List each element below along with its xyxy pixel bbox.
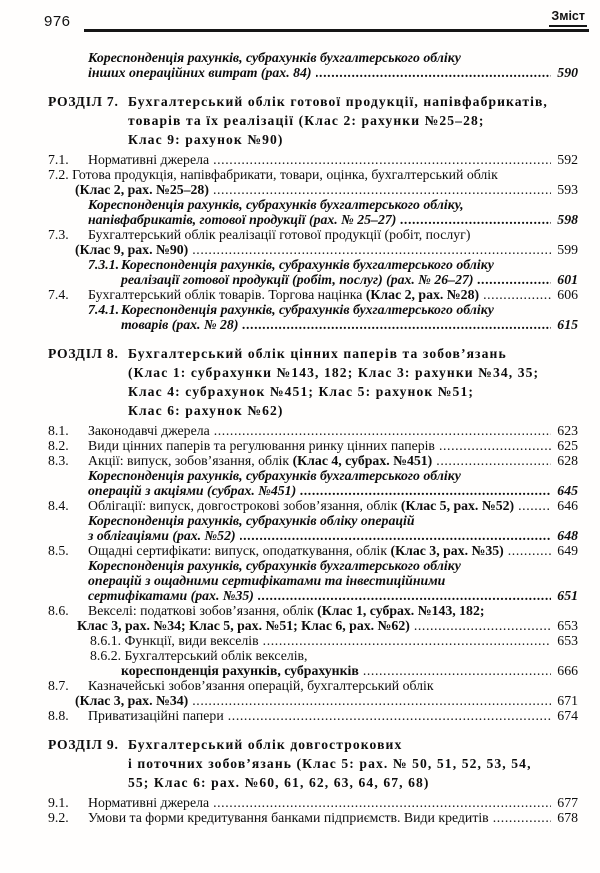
page-number-ref: 601 bbox=[557, 272, 578, 287]
entry-number: 9.1. bbox=[48, 795, 69, 810]
page-number-ref: 678 bbox=[557, 810, 578, 825]
toc-row bbox=[48, 773, 578, 792]
text-segment: напівфабрикатів, готової продукції (рах. № 25–27) bbox=[88, 212, 397, 227]
toc-row bbox=[48, 50, 578, 65]
toc-row bbox=[48, 735, 578, 754]
text-segment: Клас 9: рахунок №90) bbox=[128, 132, 284, 147]
toc-row bbox=[48, 212, 578, 227]
dot-leader bbox=[518, 498, 551, 513]
toc-entry-corr-other-expenses bbox=[48, 50, 578, 80]
toc-entry-8-2 bbox=[48, 438, 578, 453]
toc-row bbox=[48, 302, 578, 317]
page-number-ref: 653 bbox=[557, 618, 578, 633]
toc-row bbox=[48, 182, 578, 197]
toc-entry-8-5 bbox=[48, 543, 578, 558]
toc-row bbox=[48, 257, 578, 272]
entry-title bbox=[88, 543, 504, 558]
toc-row bbox=[48, 468, 578, 483]
toc-row bbox=[48, 167, 578, 182]
entry-title bbox=[88, 438, 435, 453]
entry-title bbox=[88, 483, 296, 498]
text-segment: (Клас 3, рах. №35) bbox=[390, 543, 504, 558]
page-number-ref: 674 bbox=[557, 708, 578, 723]
page-number-ref: 651 bbox=[557, 588, 578, 603]
entry-number: 7.1. bbox=[48, 152, 69, 167]
dot-leader bbox=[414, 618, 551, 633]
entry-number: 9.2. bbox=[48, 810, 69, 825]
toc-row bbox=[48, 678, 578, 693]
text-segment: Кореспонденція рахунків, субрахунків бухгалтерського обліку bbox=[88, 468, 461, 483]
entry-number: РОЗДІЛ 7. bbox=[48, 94, 119, 109]
toc-row bbox=[48, 754, 578, 773]
page-number-ref: 592 bbox=[557, 152, 578, 167]
dot-leader bbox=[300, 483, 551, 498]
text-segment: Бухгалтерський облік цінних паперів та зобов’язань bbox=[128, 346, 507, 361]
entry-title bbox=[128, 382, 474, 401]
toc-entry-8-7 bbox=[48, 678, 578, 708]
entry-title bbox=[88, 795, 209, 810]
entry-title bbox=[88, 212, 396, 227]
page-number-ref: 625 bbox=[557, 438, 578, 453]
dot-leader bbox=[477, 272, 551, 287]
dot-leader bbox=[213, 182, 551, 197]
entry-title bbox=[88, 152, 209, 167]
toc-row bbox=[48, 344, 578, 363]
text-segment: Кореспонденція рахунків, субрахунків бухгалтерського обліку bbox=[88, 50, 461, 65]
toc bbox=[0, 44, 600, 825]
dot-leader bbox=[214, 423, 551, 438]
page-number-ref: 590 bbox=[557, 65, 578, 80]
entry-title bbox=[128, 754, 532, 773]
page-number-ref: 599 bbox=[557, 242, 578, 257]
text-segment: з облігаціями (рах. №52) bbox=[88, 528, 236, 543]
dot-leader bbox=[192, 242, 551, 257]
entry-title bbox=[75, 693, 188, 708]
text-segment: Види цінних паперів та регулювання ринку цінних паперів bbox=[88, 438, 435, 453]
text-segment: операцій з акціями (субрах. №451) bbox=[88, 483, 297, 498]
dot-leader bbox=[213, 795, 551, 810]
text-segment: товарів та їх реалізації (Клас 2: рахунки №25–28; bbox=[128, 113, 485, 128]
toc-entry-8-1 bbox=[48, 423, 578, 438]
entry-title bbox=[128, 344, 507, 363]
text-segment: 7.2. Готова продукція, напівфабрикати, товари, оцінка, бухгалтерський облік bbox=[48, 167, 498, 182]
text-segment: 8.6.1. Функції, види векселів bbox=[90, 633, 259, 648]
entry-title bbox=[128, 92, 548, 111]
dot-leader bbox=[439, 438, 551, 453]
text-segment: Бухгалтерський облік товарів. Торгова націнка bbox=[88, 287, 366, 302]
page-number-ref: 623 bbox=[557, 423, 578, 438]
toc-entry-corr-bonds bbox=[48, 513, 578, 543]
text-segment: 55; Клас 6: рах. №60, 61, 62, 63, 64, 67, 68) bbox=[128, 775, 430, 790]
toc-entry-8-3 bbox=[48, 453, 578, 468]
text-segment: (Клас 4, субрах. №451) bbox=[292, 453, 433, 468]
text-segment: реалізації готової продукції (робіт, послуг) (рах. № 26–27) bbox=[121, 272, 474, 287]
text-segment: Кореспонденція рахунків, субрахунків бухгалтерського обліку, bbox=[88, 197, 464, 212]
dot-leader bbox=[508, 543, 551, 558]
dot-leader bbox=[363, 663, 551, 678]
toc-row bbox=[48, 242, 578, 257]
dot-leader bbox=[493, 810, 551, 825]
toc-row bbox=[48, 528, 578, 543]
toc-row bbox=[48, 130, 578, 149]
entry-title bbox=[90, 633, 259, 648]
entry-title bbox=[88, 678, 434, 693]
text-segment: Акції: випуск, зобов’язання, облік bbox=[88, 453, 293, 468]
text-segment: Кореспонденція рахунків, субрахунків бухгалтерського обліку bbox=[121, 257, 494, 272]
toc-row bbox=[48, 453, 578, 468]
text-segment: (Клас 9, рах. №90) bbox=[75, 242, 189, 257]
toc-entry-8-8 bbox=[48, 708, 578, 723]
text-segment: Казначейські зобов’язання операцій, бухгалтерський облік bbox=[88, 678, 434, 693]
text-segment: Кореспонденція рахунків, субрахунків бухгалтерського обліку bbox=[88, 558, 461, 573]
toc-row bbox=[48, 363, 578, 382]
entry-number: 8.3. bbox=[48, 453, 69, 468]
text-segment: інших операційних витрат (рах. 84) bbox=[88, 65, 312, 80]
dot-leader bbox=[483, 287, 551, 302]
entry-title bbox=[128, 735, 402, 754]
entry-title bbox=[88, 528, 236, 543]
text-segment: Клас 3, рах. №34; Клас 5, рах. №51; Клас 6, рах. №62) bbox=[77, 618, 410, 633]
text-segment: Кореспонденція рахунків, субрахунків бухгалтерського обліку bbox=[121, 302, 494, 317]
entry-title bbox=[48, 167, 498, 182]
entry-title bbox=[128, 111, 485, 130]
toc-row bbox=[48, 272, 578, 287]
toc-row bbox=[48, 438, 578, 453]
page-number-ref: 677 bbox=[557, 795, 578, 810]
text-segment: Бухгалтерський облік довгострокових bbox=[128, 737, 403, 752]
entry-title bbox=[88, 468, 461, 483]
text-segment: Ощадні сертифікати: випуск, оподаткування, облік bbox=[88, 543, 391, 558]
toc-row bbox=[48, 423, 578, 438]
header-title: Зміст bbox=[549, 9, 587, 27]
entry-number: 7.3.1. bbox=[88, 257, 120, 272]
toc-row bbox=[48, 111, 578, 130]
text-segment: операцій з ощадними сертифікатами та інвестиційними bbox=[88, 573, 446, 588]
text-segment: Приватизаційні папери bbox=[88, 708, 224, 723]
dot-leader bbox=[258, 588, 551, 603]
text-segment: (Клас 2, рах. №28) bbox=[365, 287, 480, 302]
entry-number: РОЗДІЛ 8. bbox=[48, 346, 119, 361]
entry-title bbox=[88, 558, 461, 573]
text-segment: (Клас 5, рах. №52) bbox=[400, 498, 515, 513]
toc-row bbox=[48, 227, 578, 242]
text-segment: Кореспонденція рахунків, субрахунків обліку операцій bbox=[88, 513, 415, 528]
toc-row bbox=[48, 513, 578, 528]
text-segment: (Клас 1, субрах. №143, 182; bbox=[317, 603, 485, 618]
entry-number: 8.8. bbox=[48, 708, 69, 723]
text-segment: сертифікатами (рах. №35) bbox=[88, 588, 254, 603]
toc-entry-8-6-1 bbox=[48, 633, 578, 648]
toc-entry-corr-semifinished bbox=[48, 197, 578, 227]
entry-title bbox=[88, 708, 224, 723]
toc-row bbox=[48, 92, 578, 111]
entry-title bbox=[88, 498, 514, 513]
page-number-ref: 671 bbox=[557, 693, 578, 708]
dot-leader bbox=[240, 528, 551, 543]
text-segment: Умови та форми кредитування банками підприємств. Види кредитів bbox=[88, 810, 489, 825]
toc-entry-7-3-1 bbox=[48, 257, 578, 287]
entry-number: 8.6. bbox=[48, 603, 69, 618]
dot-leader bbox=[192, 693, 551, 708]
page-number-ref: 645 bbox=[557, 483, 578, 498]
entry-title bbox=[77, 618, 410, 633]
entry-title bbox=[128, 773, 430, 792]
toc-entry-7-4-1 bbox=[48, 302, 578, 332]
entry-title bbox=[75, 242, 188, 257]
header-rule bbox=[84, 29, 589, 32]
toc-entry-8-6 bbox=[48, 603, 578, 633]
text-segment: 8.6.2. Бухгалтерський облік векселів, bbox=[90, 648, 308, 663]
toc-entry-7-3 bbox=[48, 227, 578, 257]
toc-entry-9-2 bbox=[48, 810, 578, 825]
page-number-ref: 666 bbox=[557, 663, 578, 678]
entry-title bbox=[88, 423, 210, 438]
entry-number: 8.5. bbox=[48, 543, 69, 558]
text-segment: Клас 4: субрахунок №451; Клас 5: рахунок №51; bbox=[128, 384, 474, 399]
dot-leader bbox=[263, 633, 551, 648]
entry-title bbox=[88, 287, 479, 302]
toc-entry-corr-certificates bbox=[48, 558, 578, 603]
entry-number: 7.3. bbox=[48, 227, 69, 242]
entry-title bbox=[88, 810, 489, 825]
toc-row bbox=[48, 558, 578, 573]
dot-leader bbox=[213, 152, 551, 167]
text-segment: Бухгалтерський облік реалізації готової продукції (робіт, послуг) bbox=[88, 227, 471, 242]
entry-number: 8.4. bbox=[48, 498, 69, 513]
dot-leader bbox=[316, 65, 552, 80]
toc-chapter-7 bbox=[48, 92, 578, 149]
entry-title bbox=[88, 197, 464, 212]
entry-title bbox=[121, 317, 238, 332]
page-number-ref: 648 bbox=[557, 528, 578, 543]
entry-title bbox=[88, 50, 461, 65]
toc-entry-7-2 bbox=[48, 167, 578, 197]
entry-title bbox=[121, 272, 473, 287]
dot-leader bbox=[436, 453, 551, 468]
page-number-ref: 649 bbox=[557, 543, 578, 558]
text-segment: кореспонденція рахунків, субрахунків bbox=[121, 663, 359, 678]
toc-entry-8-6-2 bbox=[48, 648, 578, 678]
entry-title bbox=[88, 227, 470, 242]
toc-row bbox=[48, 197, 578, 212]
text-segment: Законодавчі джерела bbox=[88, 423, 210, 438]
toc-row bbox=[48, 401, 578, 420]
dot-leader bbox=[400, 212, 551, 227]
toc-row bbox=[48, 663, 578, 678]
entry-number: 8.2. bbox=[48, 438, 69, 453]
entry-number: 7.4.1. bbox=[88, 302, 120, 317]
text-segment: Векселі: податкові зобов’язання, облік bbox=[88, 603, 318, 618]
page-number: 976 bbox=[44, 13, 71, 30]
entry-title bbox=[88, 65, 312, 80]
toc-row bbox=[48, 795, 578, 810]
entry-title bbox=[88, 573, 445, 588]
toc-row bbox=[48, 498, 578, 513]
entry-title bbox=[121, 302, 494, 317]
text-segment: Бухгалтерський облік готової продукції, напівфабрикатів, bbox=[128, 94, 548, 109]
text-segment: Облігації: випуск, довгострокові зобов’язання, облік bbox=[88, 498, 401, 513]
entry-number: 7.4. bbox=[48, 287, 69, 302]
toc-entry-8-4 bbox=[48, 498, 578, 513]
toc-row bbox=[48, 65, 578, 80]
toc-row bbox=[48, 633, 578, 648]
toc-row bbox=[48, 382, 578, 401]
dot-leader bbox=[228, 708, 551, 723]
toc-row bbox=[48, 810, 578, 825]
toc-row bbox=[48, 543, 578, 558]
entry-title bbox=[121, 663, 359, 678]
toc-entry-corr-shares bbox=[48, 468, 578, 498]
text-segment: Клас 6: рахунок №62) bbox=[128, 403, 284, 418]
dot-leader bbox=[242, 317, 551, 332]
text-segment: (Клас 2, рах. №25–28) bbox=[75, 182, 209, 197]
toc-entry-7-1 bbox=[48, 152, 578, 167]
toc-chapter-9 bbox=[48, 735, 578, 792]
page-number-ref: 606 bbox=[557, 287, 578, 302]
page-header bbox=[0, 0, 600, 44]
entry-title bbox=[88, 588, 254, 603]
toc-row bbox=[48, 317, 578, 332]
page-number-ref: 593 bbox=[557, 182, 578, 197]
text-segment: Нормативні джерела bbox=[88, 152, 210, 167]
page-number-ref: 628 bbox=[557, 453, 578, 468]
toc-entry-9-1 bbox=[48, 795, 578, 810]
toc-row bbox=[48, 693, 578, 708]
entry-title bbox=[90, 648, 308, 663]
toc-row bbox=[48, 483, 578, 498]
entry-number: 8.7. bbox=[48, 678, 69, 693]
entry-title bbox=[88, 603, 484, 618]
page-number-ref: 646 bbox=[557, 498, 578, 513]
text-segment: Нормативні джерела bbox=[88, 795, 210, 810]
page-number-ref: 653 bbox=[557, 633, 578, 648]
toc-row bbox=[48, 603, 578, 618]
text-segment: (Клас 1: субрахунки №143, 182; Клас 3: рахунки №34, 35; bbox=[128, 365, 540, 380]
toc-row bbox=[48, 573, 578, 588]
toc-row bbox=[48, 618, 578, 633]
entry-title bbox=[88, 513, 415, 528]
toc-row bbox=[48, 588, 578, 603]
toc-row bbox=[48, 152, 578, 167]
toc-row bbox=[48, 648, 578, 663]
entry-number: РОЗДІЛ 9. bbox=[48, 737, 119, 752]
entry-number: 8.1. bbox=[48, 423, 69, 438]
text-segment: (Клас 3, рах. №34) bbox=[75, 693, 189, 708]
toc-entry-7-4 bbox=[48, 287, 578, 302]
entry-title bbox=[88, 453, 432, 468]
entry-title bbox=[75, 182, 209, 197]
text-segment: товарів (рах. № 28) bbox=[121, 317, 239, 332]
toc-row bbox=[48, 708, 578, 723]
toc-row bbox=[48, 287, 578, 302]
entry-title bbox=[121, 257, 494, 272]
entry-title bbox=[128, 401, 284, 420]
page-number-ref: 598 bbox=[557, 212, 578, 227]
toc-chapter-8 bbox=[48, 344, 578, 420]
page-number-ref: 615 bbox=[557, 317, 578, 332]
entry-title bbox=[128, 363, 539, 382]
text-segment: і поточних зобов’язань (Клас 5: рах. № 50, 51, 52, 53, 54, bbox=[128, 756, 532, 771]
entry-title bbox=[128, 130, 284, 149]
